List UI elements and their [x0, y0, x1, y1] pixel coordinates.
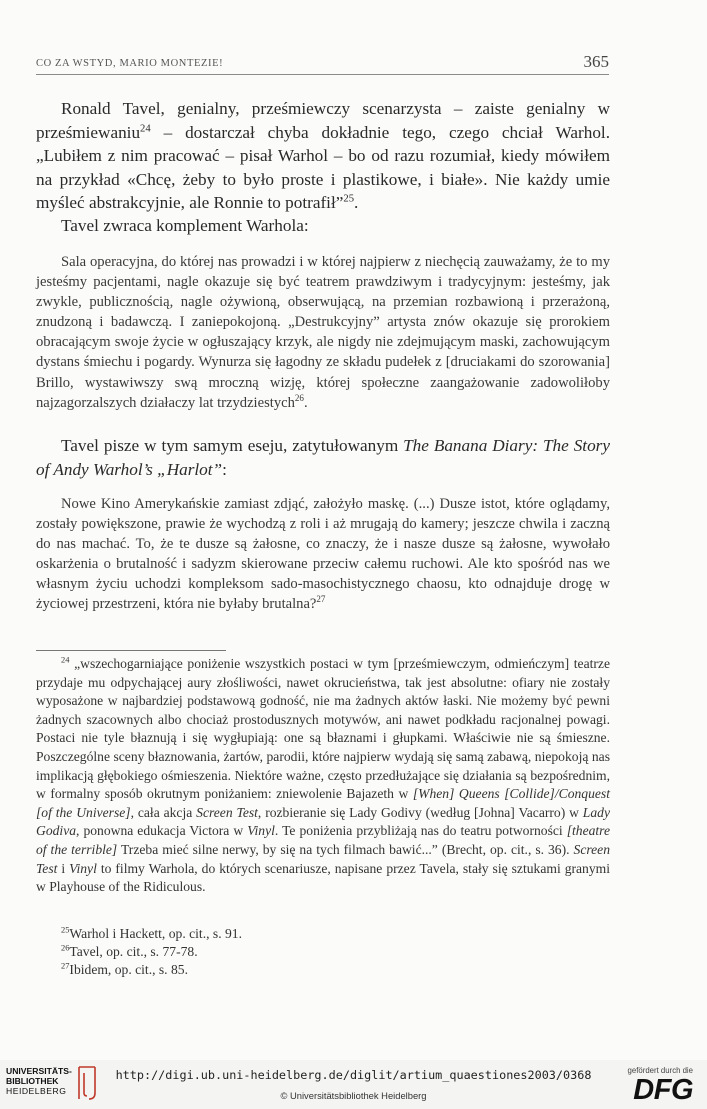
library-logo-text: UNIVERSITÄTS- BIBLIOTHEK HEIDELBERG — [6, 1066, 72, 1096]
footnote-ref: 26 — [294, 392, 304, 403]
block-quote-1: Sala operacyjna, do której nas prowadzi i w której najpierw z niechęcią zauważamy, że to my jesteśmy pacjentami, nagle okazuje się być teatrem prawdziwym i tradycyjnym: jesteśmy, jak zwykle, publicznością, nagle ożywioną, obserwującą, na przemian rozbawioną i przerażoną, znudzoną i badawczą. I zaniepokojoną. „Destrukcyjny” artysta znów okazuje się prorokiem obracającym swoje życie w ogłuszający krzyk, ale nigdy nie zdejmującym maski, zachowującym dystans śmiechu i pogardy. Wynurza się łagodny ze składu pudełek z [druciakami do szorowania] Brillo, wystawiwszy swą mroczną wizję, której społeczne zaangażowanie zadowoliłoby najzagorzalszych działaczy lat trzydziestych$^{26}$. — [36, 254, 610, 411]
paragraph-2: Tavel zwraca komplement Warhola: — [61, 216, 309, 235]
footnote-26: $^{26}$Tavel, op. cit., s. 77-78. — [61, 942, 198, 959]
funding-label: gefördert durch die — [627, 1066, 693, 1075]
page-number: 365 — [583, 52, 609, 71]
footnote-27: $^{27}$Ibidem, op. cit., s. 85. — [61, 960, 188, 977]
footnote-25: $^{25}$Warhol i Hackett, op. cit., s. 91. — [61, 924, 242, 941]
permalink-url[interactable]: http://digi.ub.uni-heidelberg.de/diglit/artium_quaestiones2003/0368 — [115, 1068, 592, 1082]
block-quote-2: Nowe Kino Amerykańskie zamiast zdjąć, założyło maskę. (...) Dusze istot, które oglądamy, zostały powiększone, prawie że wychodzą z roli i aż mrugają do kamery; jeszcze chwila i zaczną do nas machać. To, że te dusze są żałosne, co znaczy, że i nasze dusze są żałosne, wywołało oskarżenia o brutalność i sadyzm skierowane przeciw całemu ruchowi. Ale kto spośród nas we własnym życiu uchodzi kompleksom sado-masochistycznego chaosu, kto odnajduje drogę w życiowej przestrzeni, która nie byłaby brutalna?$^{27}$ — [36, 496, 610, 613]
footnote-ref: 24 — [140, 122, 151, 134]
footnote-24: $^{24}$ „wszechogarniające poniżenie wszystkich postaci w tym [prześmiewczym, odmieńczym] teatrze przydaje mu odpychającej aury złośliwości, nawet okrucieństwa, tak jest absolutne: ofiary nie zostały wyposażone w najbardziej podstawową godność, nie ma żadnych aktów łaski. Nie możemy być pewni żadnych szacownych albo chociaż prostodusznych motywów, ani nawet podkładu racjonalnej powagi. Postaci nie tyle błaznują i się wygłupiają: one są błaznami i głupkami. Właściwie nie są śmieszne. Poszczególne sceny błaznowania, żartów, parodii, które najpierw wydają się samą zabawą, niepokoją nas implikacją głębokiego ośmieszenia. Niektóre ważne, często przedłużające się działania są bezpośrednim, w formalny sposób okrutnym poniżaniem: zniewolenie Bajazeth w [When] Queens [Collide]/Conquest [of the Universe], cała akcja Screen Test, rozbieranie się Lady Godivy (według [Johna] Vacarro) w Lady Godiva, ponowna edukacja Victora w Vinyl. Te poniżenia przybliżają nas do teatru potworności [theatre of the terrible] Trzeba mieć silne nerwy, by się na tych filmach bawić...” (Brecht, op. cit., s. 36). Screen Test i Vinyl to filmy Warhola, do których scenariusze, napisane przez Tavela, stały się sztukami granymi w Playhouse of the Ridiculous. — [36, 654, 610, 895]
paragraph-3: Tavel pisze w tym samym eseju, zatytułowanym The Banana Diary: The Story of Andy Warhol’s „Harlot”: — [36, 436, 610, 479]
dfg-logo: DFG — [633, 1074, 693, 1106]
page-header — [36, 52, 609, 75]
footnote-separator — [36, 650, 226, 651]
running-title: CO ZA WSTYD, MARIO MONTEZIE! — [36, 58, 224, 69]
copyright-notice: © Universitätsbibliothek Heidelberg — [280, 1090, 427, 1101]
essay-title: The Banana Diary: The Story of Andy Warhol’s „Harlot” — [36, 436, 610, 479]
paragraph-1: Ronald Tavel, genialny, prześmiewczy scenarzysta – zaiste genialny w prześmiewaniu$^{24}$ – dostarczał chyba dokładnie tego, czego chciał Warhol. „Lubiłem z nim pracować – pisał Warhol – bo od razu rozumiał, kiedy mówiłem na przykład «Chcę, żeby to było proste i plastikowe, i białe». Nie każdy umie myśleć abstrakcyjnie, ale Ronnie to potrafił”$^{25}$. — [36, 99, 610, 212]
footnote-ref: 25 — [343, 193, 355, 205]
footnote-ref: 27 — [316, 594, 326, 605]
